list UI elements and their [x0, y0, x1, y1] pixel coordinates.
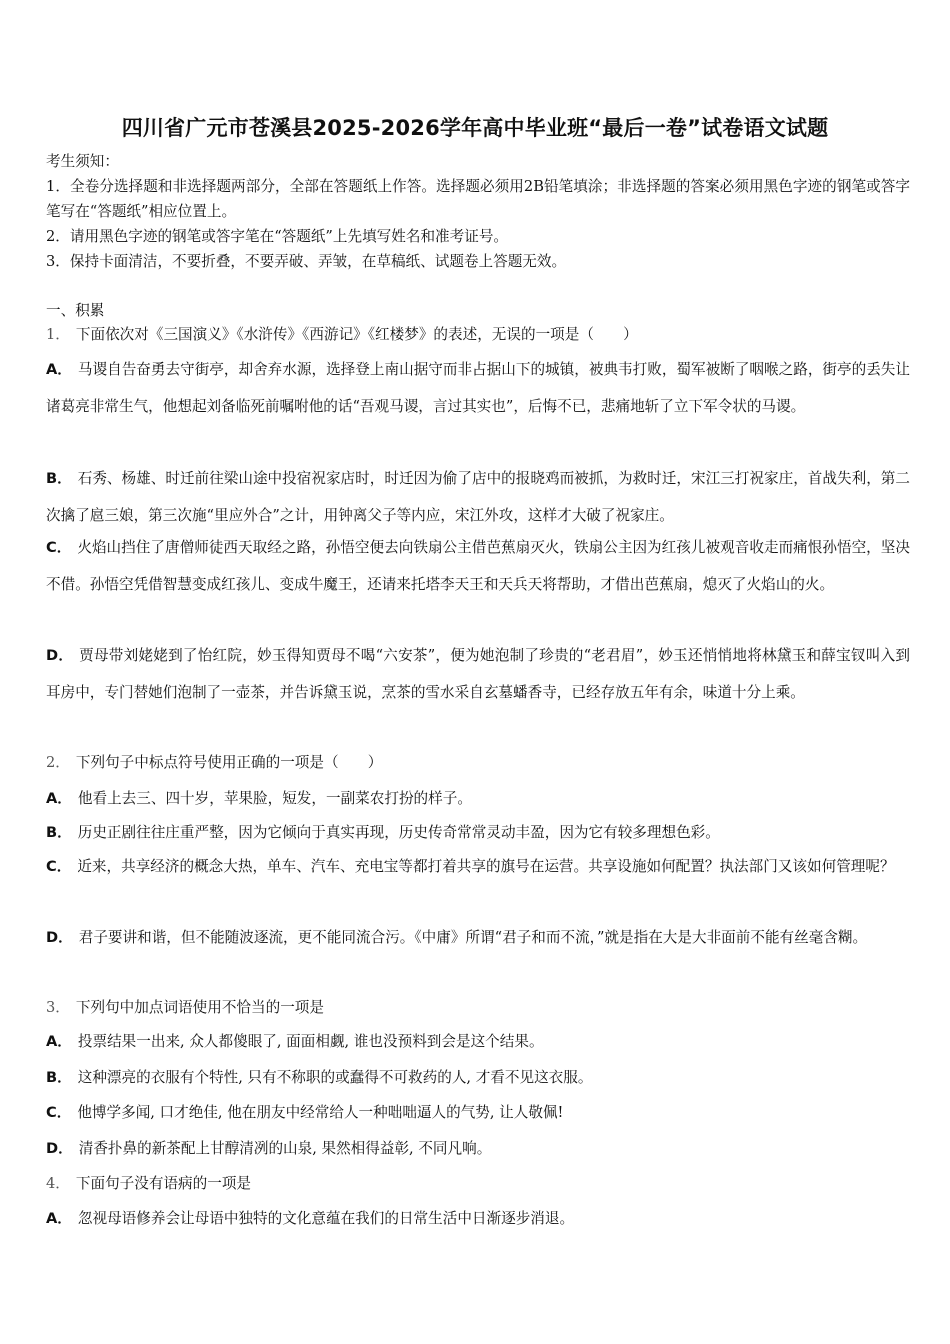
option-label: D． — [46, 929, 73, 946]
notice-item: 2．请用黑色字迹的钢笔或答字笔在“答题纸”上先填写姓名和准考证号。 — [46, 228, 509, 245]
option-label: A． — [46, 361, 72, 378]
question-stem — [46, 998, 324, 1018]
question-number: 1． — [46, 326, 70, 343]
option-text: 历史正剧往往庄重严整，因为它倾向于真实再现，历史传奇常常灵动丰盈，因为它有较多理想色彩。 — [77, 824, 720, 841]
option — [46, 1068, 592, 1088]
question-number: 2． — [46, 754, 70, 771]
question-stem — [46, 1174, 251, 1194]
option-label: D． — [46, 647, 74, 664]
option-text: 他看上去三、四十岁，苹果脸，短发，一副菜农打扮的样子。 — [77, 790, 472, 807]
question-text: 下面句子没有语病的一项是 — [75, 1175, 252, 1192]
question-number: 4． — [46, 1175, 70, 1192]
option-label: B． — [46, 824, 72, 841]
option-text: 忽视母语修养会让母语中独特的文化意蕴在我们的日常生活中日渐逐步消退。 — [77, 1210, 575, 1227]
question-text: 下面依次对《三国演义》《水浒传》《西游记》《红楼梦》的表述，无误的一项是（ ） — [75, 326, 638, 343]
question-number: 3． — [46, 999, 70, 1016]
option-label: B． — [46, 470, 72, 487]
option-label: A． — [46, 1210, 72, 1227]
option — [46, 1032, 544, 1052]
option-text: 投票结果一出来, 众人都傻眼了, 面面相觑, 谁也没预料到会是这个结果。 — [77, 1033, 544, 1050]
question-stem — [46, 325, 638, 345]
option — [46, 919, 910, 956]
notice-item: 3．保持卡面清洁，不要折叠，不要弄破、弄皱，在草稿纸、试题卷上答题无效。 — [46, 253, 567, 270]
option — [46, 823, 720, 843]
option-text: 石秀、杨雄、时迁前往梁山途中投宿祝家店时，时迁因为偷了店中的报晓鸡而被抓，为救时迁，宋江三打祝家庄，首战失利，第二次擒了扈三娘，第三次施“里应外合”之计，用钟离父子等内应，宋江外攻，这样才大破了祝家庄。 — [46, 470, 910, 524]
option-label: B． — [46, 1069, 72, 1086]
option-label: C． — [46, 858, 72, 875]
question-text: 下列句中加点词语使用不恰当的一项是 — [75, 999, 324, 1016]
option-label: A． — [46, 790, 72, 807]
option — [46, 848, 910, 885]
option-text: 清香扑鼻的新茶配上甘醇清冽的山泉, 果然相得益彰, 不同凡响。 — [78, 1140, 492, 1157]
notice-heading: 考生须知： — [46, 153, 119, 170]
option-text: 君子要讲和谐，但不能随波逐流，更不能同流合污。《中庸》所谓“君子和而不流，”就是指在大是大非面前不能有丝毫含糊。 — [78, 929, 868, 946]
option — [46, 529, 910, 603]
option-text: 贾母带刘姥姥到了怡红院，妙玉得知贾母不喝“六安茶”，便为她泡制了珍贵的“老君眉”，妙玉还悄悄地将林黛玉和薛宝钗叫入到耳房中，专门替她们泡制了一壶茶，并告诉黛玉说，烹茶的雪水采自玄墓蟠香寺，已经存放五年有余，味道十分上乘。 — [46, 647, 910, 701]
option — [46, 1103, 563, 1123]
section-heading: 一、积累 — [46, 302, 105, 319]
option-label: C． — [46, 1104, 72, 1121]
option-label: A． — [46, 1033, 72, 1050]
option-text: 他博学多闻, 口才绝佳, 他在朋友中经常给人一种咄咄逼人的气势, 让人敬佩! — [77, 1104, 564, 1121]
option — [46, 1139, 491, 1159]
notice-item: 1．全卷分选择题和非选择题两部分，全部在答题纸上作答。选择题必须用2B铅笔填涂；非选择题的答案必须用黑色字迹的钢笔或答字笔写在“答题纸”相应位置上。 — [46, 178, 910, 220]
option-text: 马谡自告奋勇去守街亭，却舍弃水源，选择登上南山据守而非占据山下的城镇，被典韦打败，蜀军被断了咽喉之路，街亭的丢失让诸葛亮非常生气，他想起刘备临死前嘱咐他的话“吾观马谡，言过其实也”，后悔不已，悲痛地斩了立下军令状的马谡。 — [46, 361, 910, 415]
exam-title: 四川省广元市苍溪县2025-2026学年高中毕业班“最后一卷”试卷语文试题 — [121, 116, 829, 140]
option-text: 近来，共享经济的概念大热，单车、汽车、充电宝等都打着共享的旗号在运营。共享设施如何配置？执法部门又该如何管理呢？ — [77, 858, 895, 875]
option — [46, 789, 472, 809]
question-stem — [46, 753, 382, 773]
option-text: 火焰山挡住了唐僧师徒西天取经之路，孙悟空便去向铁扇公主借芭蕉扇灭火，铁扇公主因为红孩儿被观音收走而痛恨孙悟空，坚决不借。孙悟空凭借智慧变成红孩儿、变成牛魔王，还请来托塔李天王和天兵天将帮助，才借出芭蕉扇，熄灭了火焰山的火。 — [46, 539, 910, 593]
question-text: 下列句子中标点符号使用正确的一项是（ ） — [75, 754, 383, 771]
option — [46, 460, 910, 534]
option-label: C． — [46, 539, 72, 556]
option — [46, 1209, 574, 1229]
option — [46, 637, 910, 711]
option-text: 这种漂亮的衣服有个特性, 只有不称职的或蠢得不可救药的人, 才看不见这衣服。 — [77, 1069, 593, 1086]
option-label: D． — [46, 1140, 73, 1157]
option — [46, 351, 910, 425]
